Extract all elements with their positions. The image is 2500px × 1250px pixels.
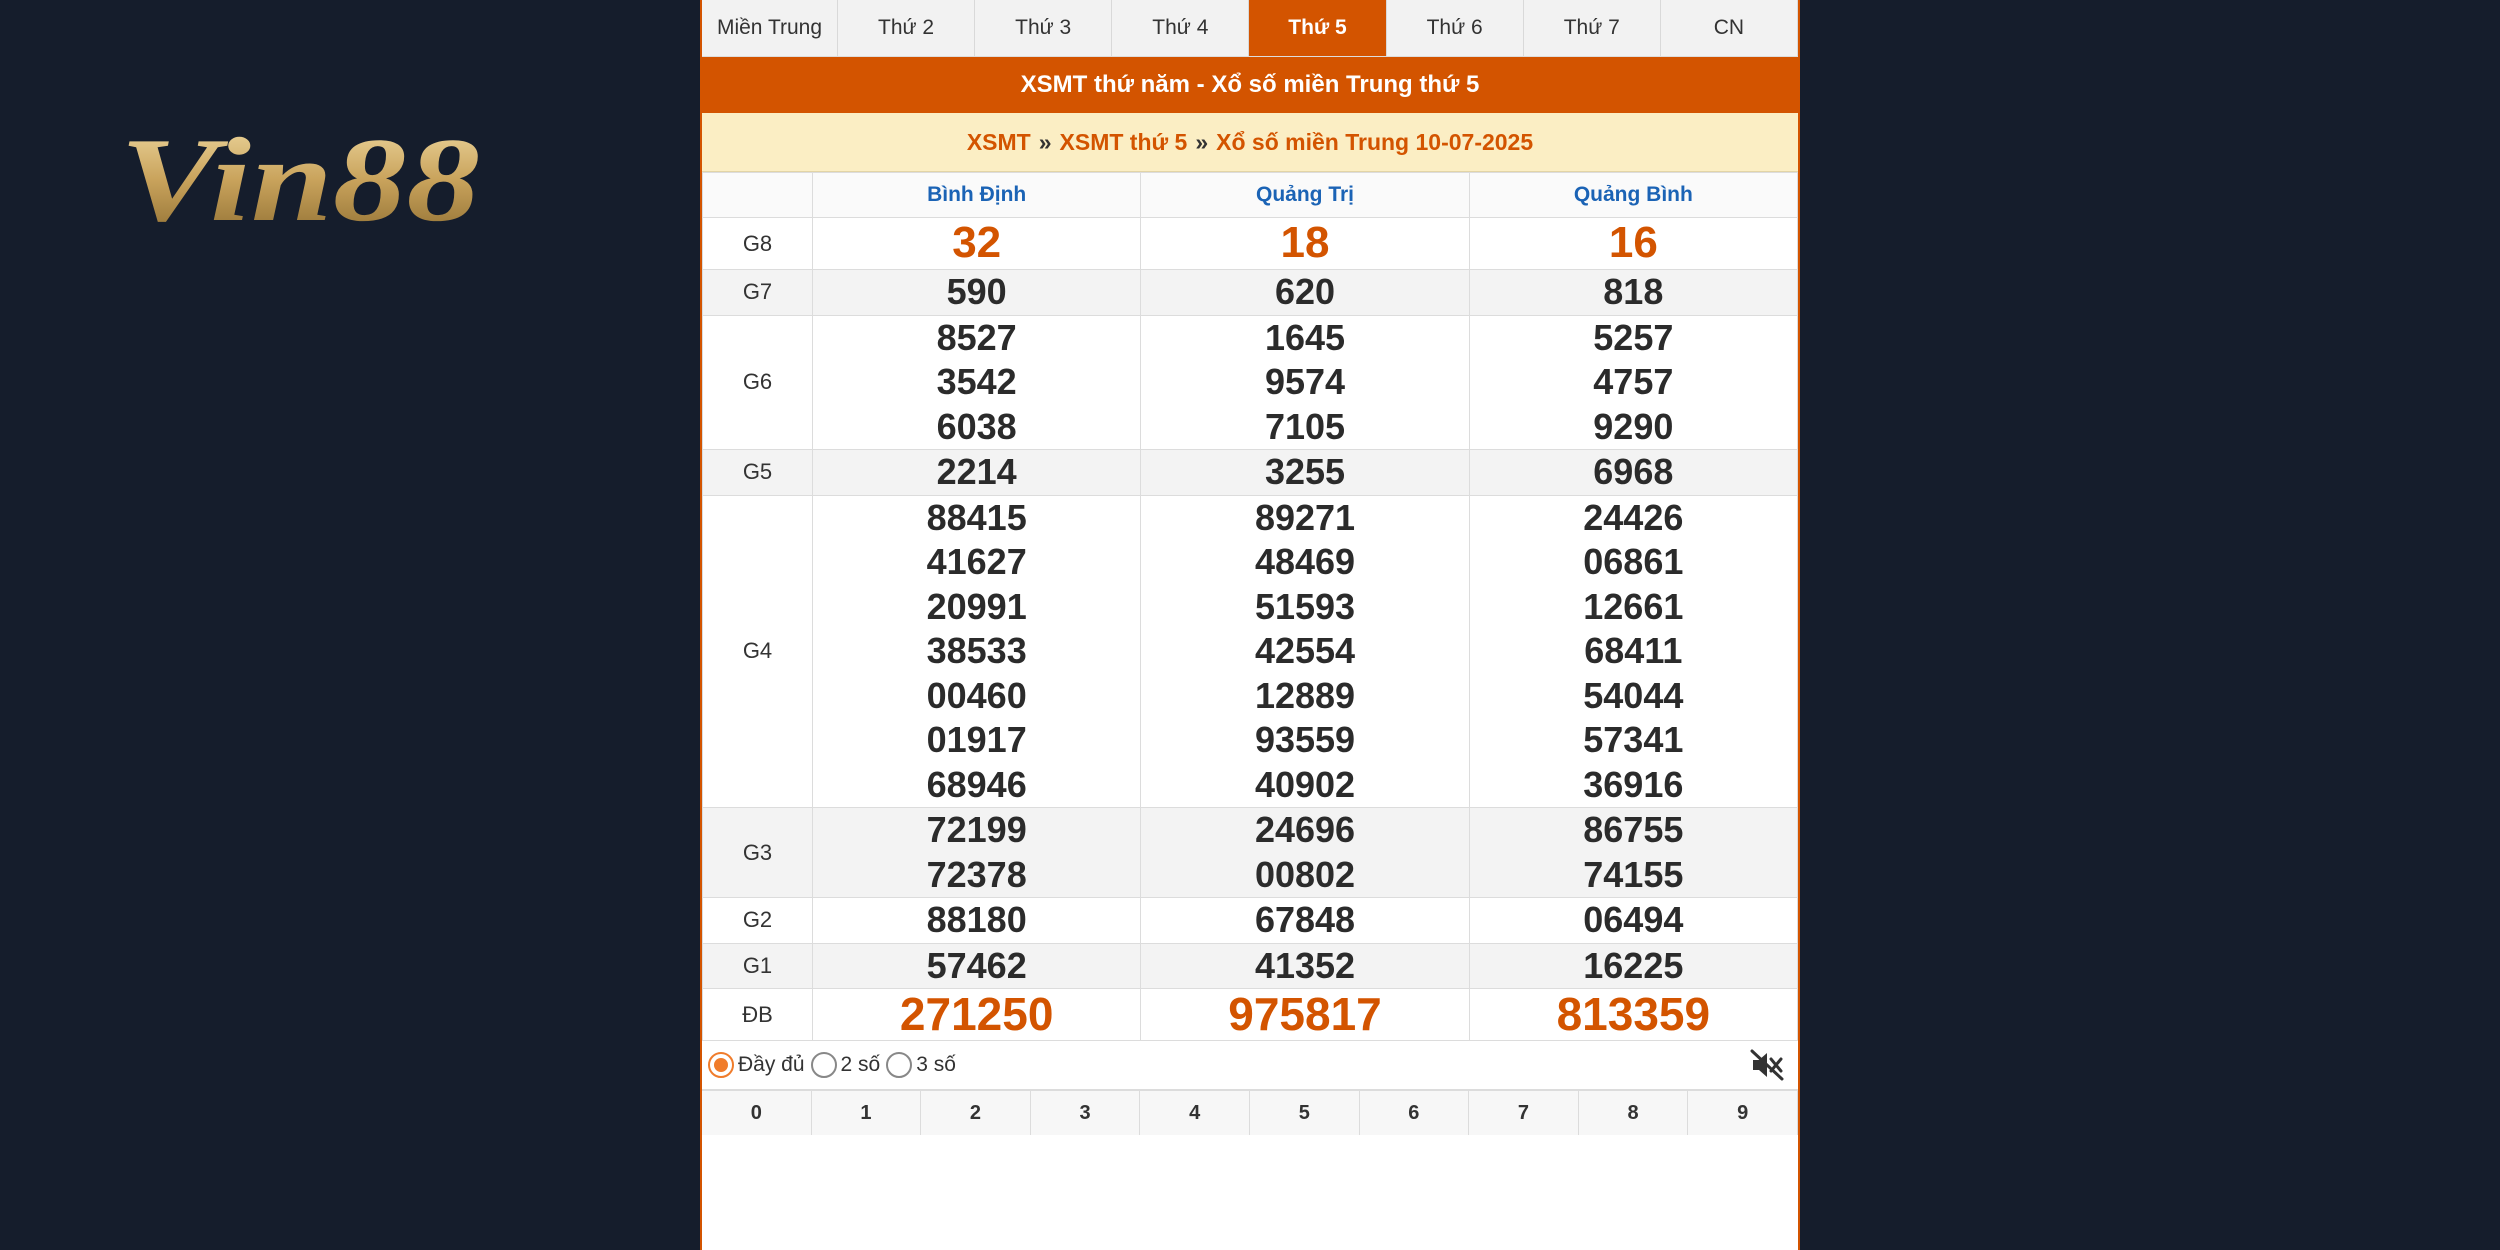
option-3-digits-label: 3 số [916,1053,956,1076]
prize-number: 88415 [926,496,1027,538]
page-title: XSMT thứ năm - Xổ số miền Trung thứ 5 [702,57,1798,113]
prize-cell [1141,989,1469,1041]
prize-label: G1 [703,943,813,989]
option-full-label: Đầy đủ [738,1053,805,1076]
prize-cell [1469,495,1797,808]
prize-number: 16 [1608,218,1658,268]
prize-number: 68411 [1584,630,1683,671]
digit-8[interactable]: 8 [1579,1091,1689,1135]
prize-number: 6968 [1593,451,1674,492]
breadcrumb-xsmt[interactable]: XSMT [966,128,1031,155]
digit-7[interactable]: 7 [1469,1091,1579,1135]
prize-cell [1469,989,1797,1041]
prize-number: 54044 [1583,674,1684,716]
table-header-row [703,173,1798,218]
prize-row-g6 [703,315,1798,450]
day-tabs [702,0,1798,57]
prize-number: 06494 [1583,899,1684,940]
vin88-logo [120,110,490,240]
digit-4[interactable]: 4 [1140,1091,1250,1135]
prize-cell [1469,898,1797,944]
prize-number: 24426 [1583,496,1684,538]
digit-3[interactable]: 3 [1031,1091,1141,1135]
province-binh-dinh[interactable]: Bình Định [813,173,1141,218]
tab-thu-3[interactable]: Thứ 3 [975,0,1112,56]
prize-row-g5 [703,450,1798,496]
prize-cell [1141,943,1469,989]
tab-thu-7[interactable]: Thứ 7 [1524,0,1661,56]
prize-number: 5257 [1593,316,1674,358]
option-2-digits-label: 2 số [840,1053,881,1076]
breadcrumb [702,113,1798,172]
prize-number: 42554 [1254,630,1356,671]
breadcrumb-separator: » [1038,128,1052,155]
prize-number: 9574 [1264,361,1346,402]
prize-cell [1469,218,1797,270]
prize-cell [1469,808,1797,898]
prize-row-g1 [703,943,1798,989]
prize-cell [1141,218,1469,270]
prize-number: 9290 [1593,405,1674,447]
prize-number: 36916 [1583,763,1684,805]
speaker-muted-icon[interactable] [1750,1049,1784,1081]
breadcrumb-current[interactable]: Xổ số miền Trung 10-07-2025 [1216,128,1534,155]
prize-number: 01917 [926,719,1027,760]
prize-number: 48469 [1254,541,1356,582]
breadcrumb-separator: » [1195,128,1209,155]
prize-number: 67848 [1254,899,1356,940]
prize-cell [1141,270,1469,316]
prize-cell [1469,315,1797,450]
header-empty [703,173,813,218]
prize-cell [1141,898,1469,944]
prize-number: 1645 [1264,316,1346,358]
prize-label: G2 [703,898,813,944]
radio-3-digits[interactable] [886,1052,912,1078]
prize-cell [1141,495,1469,808]
prize-number: 06861 [1583,541,1684,582]
prize-number: 32 [952,218,1002,268]
prize-number: 00802 [1254,853,1356,895]
radio-2-digits[interactable] [811,1052,837,1078]
prize-number: 38533 [926,630,1027,671]
prize-cell [813,943,1141,989]
prize-number: 57341 [1583,719,1684,760]
display-filter [702,1041,1798,1090]
prize-number: 12661 [1583,585,1684,627]
prize-number: 74155 [1583,853,1684,895]
prize-cell [1469,943,1797,989]
prize-cell [1469,450,1797,496]
prize-number: 24696 [1254,809,1356,850]
digit-0[interactable]: 0 [702,1091,812,1135]
prize-row-g2 [703,898,1798,944]
digit-5[interactable]: 5 [1250,1091,1360,1135]
tab-cn[interactable]: CN [1661,0,1798,56]
prize-number: 72199 [926,809,1027,850]
prize-number: 93559 [1254,719,1356,760]
province-quang-binh[interactable]: Quảng Bình [1469,173,1797,218]
prize-number: 68946 [926,763,1027,805]
digit-filter-bar [702,1090,1798,1135]
prize-label: G7 [703,270,813,316]
prize-number: 16225 [1583,944,1684,986]
prize-label: G3 [703,808,813,898]
digit-2[interactable]: 2 [921,1091,1031,1135]
tab-thu-4[interactable]: Thứ 4 [1112,0,1249,56]
prize-row-g8 [703,218,1798,270]
prize-number: 4757 [1593,361,1674,402]
prize-number: 6038 [936,405,1017,447]
prize-number: 89271 [1254,496,1356,538]
prize-cell [813,808,1141,898]
prize-body [703,218,1798,1041]
prize-cell [813,495,1141,808]
results-panel [700,0,1800,1250]
prize-row-g3 [703,808,1798,898]
digit-9[interactable]: 9 [1688,1091,1798,1135]
tab-mien-trung[interactable]: Miền Trung [702,0,838,56]
results-table [702,172,1798,1041]
province-quang-tri[interactable]: Quảng Trị [1141,173,1469,218]
option-2-digits[interactable] [811,1052,881,1078]
prize-cell [1141,450,1469,496]
prize-number: 12889 [1254,674,1356,716]
prize-number: 590 [946,271,1007,312]
option-3-digits[interactable] [886,1052,956,1078]
prize-number: 41627 [926,541,1027,582]
prize-label: G4 [703,495,813,808]
prize-number: 818 [1603,271,1664,312]
prize-label: G5 [703,450,813,496]
prize-number: 51593 [1254,585,1356,627]
prize-cell [1141,808,1469,898]
prize-number: 3542 [936,361,1017,402]
prize-number: 20991 [926,585,1027,627]
prize-number: 8527 [936,316,1017,358]
prize-number: 620 [1274,271,1336,312]
prize-number: 813359 [1556,988,1711,1041]
prize-label: G6 [703,315,813,450]
prize-row-đb [703,989,1798,1041]
tab-thu-2[interactable]: Thứ 2 [838,0,975,56]
prize-cell [813,898,1141,944]
prize-cell [813,218,1141,270]
prize-number: 40902 [1254,763,1356,805]
prize-number: 271250 [899,988,1054,1041]
tab-thu-5[interactable]: Thứ 5 [1249,0,1386,56]
digit-6[interactable]: 6 [1360,1091,1470,1135]
prize-number: 86755 [1583,809,1684,850]
prize-label: ĐB [703,989,813,1041]
prize-number: 2214 [936,451,1017,492]
prize-cell [1469,270,1797,316]
digit-1[interactable]: 1 [812,1091,922,1135]
prize-number: 41352 [1254,944,1356,986]
breadcrumb-xsmt-thu-5[interactable]: XSMT thứ 5 [1059,128,1188,155]
prize-label: G8 [703,218,813,270]
prize-cell [813,315,1141,450]
prize-number: 18 [1280,218,1330,268]
prize-row-g4 [703,495,1798,808]
tab-thu-6[interactable]: Thứ 6 [1387,0,1524,56]
logo-text: Vin88 [120,113,480,240]
prize-number: 7105 [1264,405,1346,447]
prize-cell [813,270,1141,316]
prize-number: 88180 [926,899,1027,940]
prize-row-g7 [703,270,1798,316]
prize-number: 57462 [926,944,1027,986]
prize-cell [813,450,1141,496]
prize-cell [813,989,1141,1041]
option-full[interactable] [708,1052,805,1078]
prize-number: 00460 [926,674,1027,716]
radio-full[interactable] [708,1052,734,1078]
prize-number: 72378 [926,853,1027,895]
prize-cell [1141,315,1469,450]
prize-number: 975817 [1228,988,1382,1041]
prize-number: 3255 [1264,451,1346,492]
